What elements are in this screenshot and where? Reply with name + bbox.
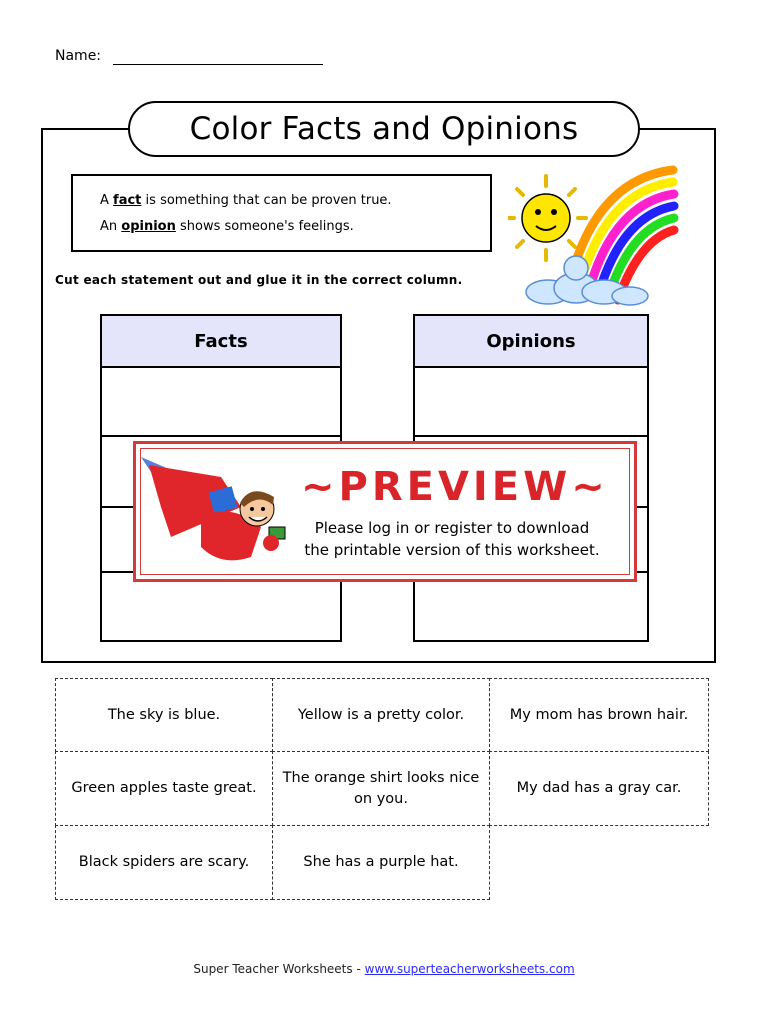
worksheet-title: Color Facts and Opinions — [128, 101, 640, 157]
footer-site-name: Super Teacher Worksheets — [193, 962, 353, 976]
fact-definition-prefix: A — [100, 193, 109, 208]
name-line — [113, 64, 323, 65]
statement-card[interactable]: My mom has brown hair. — [489, 678, 709, 752]
preview-title: ~PREVIEW~ — [301, 464, 609, 510]
footer-website-link[interactable]: www.superteacherworksheets.com — [364, 962, 575, 976]
sun-icon — [508, 176, 586, 260]
opinion-definition-prefix: An — [100, 219, 118, 234]
opinions-column-slot — [415, 366, 647, 437]
footer-separator: - — [356, 962, 361, 976]
opinion-term: opinion — [121, 219, 176, 234]
fact-definition-text: is something that can be proven true. — [145, 193, 392, 208]
opinion-definition — [100, 219, 354, 234]
superhero-mascot-icon — [141, 447, 301, 577]
footer — [0, 962, 768, 976]
statement-card[interactable]: Green apples taste great. — [55, 751, 273, 826]
preview-message-line-2: the printable version of this worksheet. — [304, 541, 600, 559]
facts-column-slot — [102, 366, 340, 437]
definition-box — [71, 174, 492, 252]
facts-column-header: Facts — [102, 316, 340, 368]
statement-card[interactable]: Black spiders are scary. — [55, 825, 273, 900]
rainbow-sun-illustration — [508, 160, 688, 310]
statement-card[interactable]: The sky is blue. — [55, 678, 273, 752]
opinion-definition-text: shows someone's feelings. — [180, 219, 354, 234]
instructions: Cut each statement out and glue it in the correct column. — [55, 273, 463, 287]
preview-message-line-1: Please log in or register to download — [314, 519, 590, 537]
statement-card[interactable]: My dad has a gray car. — [489, 751, 709, 826]
name-label: Name: — [55, 48, 102, 64]
preview-banner[interactable] — [133, 441, 637, 582]
statement-card[interactable]: She has a purple hat. — [272, 825, 490, 900]
statement-card[interactable]: The orange shirt looks nice on you. — [272, 751, 490, 826]
statement-card[interactable]: Yellow is a pretty color. — [272, 678, 490, 752]
opinions-column-header: Opinions — [415, 316, 647, 368]
statement-cards — [55, 678, 709, 900]
fact-definition — [100, 193, 392, 208]
fact-term: fact — [113, 193, 142, 208]
